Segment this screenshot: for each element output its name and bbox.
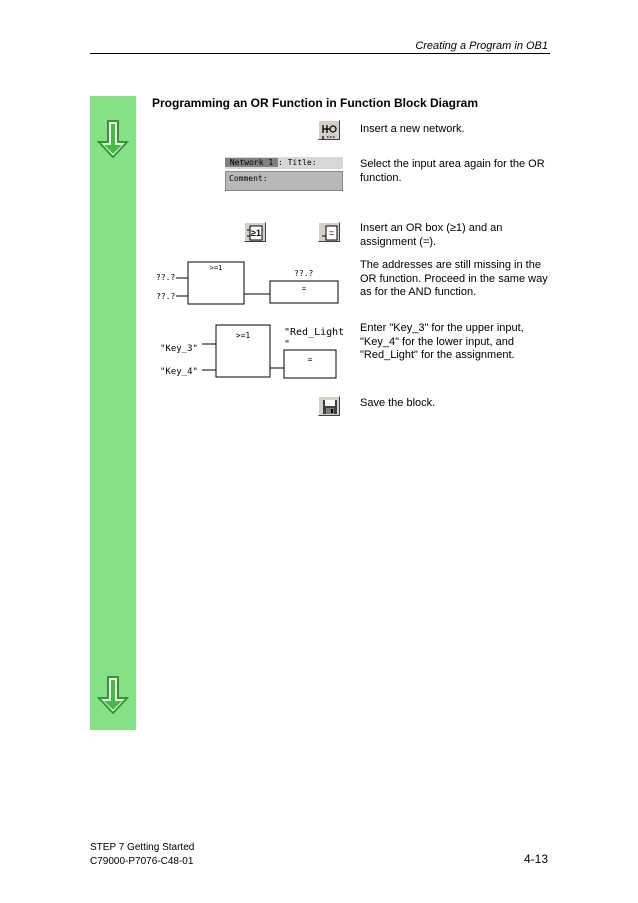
key-4-input[interactable]: "Key_4" <box>160 367 198 377</box>
step-3-text: Insert an OR box (≥1) and an assignment (=). <box>360 222 503 248</box>
new-network-icon <box>319 121 341 141</box>
insert-or-box-button[interactable] <box>244 222 266 242</box>
green-sidebar-bar <box>90 96 136 730</box>
or-box-symbol: ≥1 <box>251 228 261 238</box>
network-comment-field[interactable] <box>225 171 343 191</box>
section-title: Programming an OR Function in Function Block Diagram <box>152 96 479 110</box>
network-title-label: : Title: <box>277 158 317 167</box>
assignment-icon <box>319 223 341 243</box>
save-block-button[interactable] <box>318 396 340 416</box>
running-header-title: Creating a Program in OB1 <box>415 40 548 52</box>
red-light-output-line2: " <box>284 339 291 350</box>
step-1-text: Insert a new network. <box>360 123 465 135</box>
save-disk-icon <box>319 397 341 417</box>
insert-assignment-button[interactable] <box>318 222 340 242</box>
down-arrow-icon-top <box>97 120 129 158</box>
step-5-text: Enter "Key_3" for the upper input, "Key_4" for the lower input, and "Red_Light" for the assignment. <box>360 322 524 361</box>
or-box-icon <box>245 223 267 243</box>
fbd-diagram-assigned <box>158 322 344 382</box>
network-header <box>225 157 343 191</box>
input-1-address[interactable]: ??.? <box>156 273 176 282</box>
footer-manual-title: STEP 7 Getting Started <box>90 842 195 853</box>
fbd-diagram-unassigned <box>154 258 344 310</box>
down-arrow-icon-bottom <box>97 676 129 714</box>
key-3-input[interactable]: "Key_3" <box>160 344 198 354</box>
network-title-row[interactable] <box>225 157 343 169</box>
insert-network-button[interactable] <box>318 120 340 140</box>
step-2-text: Select the input area again for the OR function. <box>360 158 545 184</box>
network-number-selection: Network 1 <box>225 158 278 167</box>
or-box-label: >=1 <box>209 264 223 272</box>
step-4-text: The addresses are still missing in the OR function. Proceed in the same way as for the AND function. <box>360 259 548 298</box>
or-box-label-2: >=1 <box>235 331 251 340</box>
output-address[interactable]: ??.? <box>294 269 314 278</box>
assignment-symbol: = <box>328 228 335 238</box>
assignment-box-label-2: = <box>307 355 313 364</box>
input-2-address[interactable]: ??.? <box>156 292 176 301</box>
assignment-box-label: = <box>301 285 307 293</box>
header-rule <box>90 53 550 54</box>
page-number: 4-13 <box>523 852 548 866</box>
red-light-output-line1[interactable]: "Red_Light <box>284 327 344 338</box>
footer-order-number: C79000-P7076-C48-01 <box>90 856 194 867</box>
network-comment-label: Comment: <box>229 174 268 183</box>
step-6-text: Save the block. <box>360 397 436 409</box>
